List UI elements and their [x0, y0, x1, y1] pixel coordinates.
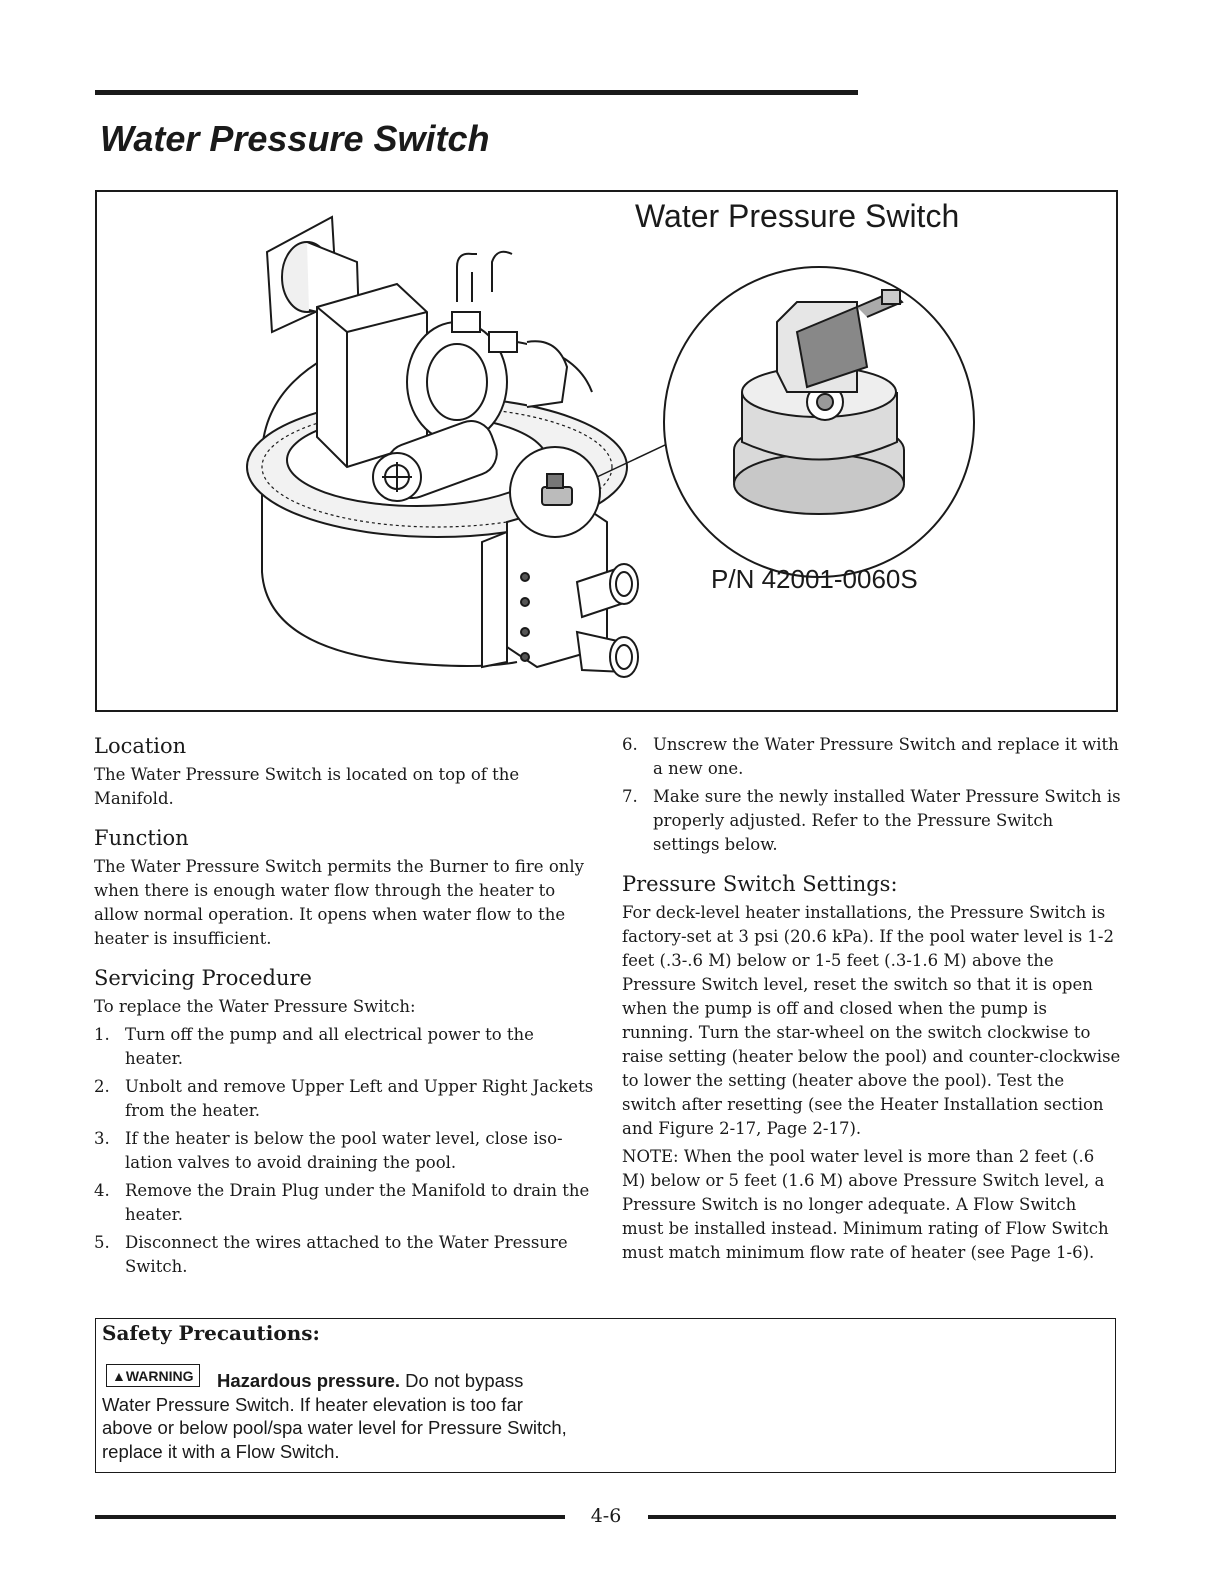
top-rule — [95, 90, 858, 95]
warning-bold: Hazardous pressure. — [217, 1370, 401, 1391]
figure-title: Water Pressure Switch — [635, 198, 960, 234]
list-item: 5. Disconnect the wires attached to the Water Pressure Switch. — [94, 1233, 568, 1276]
list-item: 2. Unbolt and remove Upper Left and Upper Right Jackets from the heater. — [94, 1077, 594, 1120]
servicing-steps-2 — [622, 733, 1122, 857]
settings-text: For deck-level heater installations, the Pressure Switch is factory-set at 3 psi (20.6 kPa). If the pool water level is 1-2 feet (.3-.6 M) below or 1-5 feet (.3-1.6 M) above the Pressure Switch level, reset the switch so that it is open when the pump is off and closed when the pump is running. Turn the star-wheel on the switch clockwise to raise setting (heater below the pool) and counter-clockwise to lower the setting (heater above the pool). Test the switch after resetting (see the Heater Installation section and Figure 2-17, Page 2-17). — [622, 903, 1121, 1138]
part-number: P/N 42001-0060S — [711, 564, 918, 594]
settings-note — [622, 1145, 1122, 1265]
safety-box — [95, 1318, 1116, 1473]
warning-badge: ▲WARNING — [106, 1364, 200, 1387]
list-item: 7. Make sure the newly installed Water Pressure Switch is properly adjusted. Refer to the Pressure Switch settings below. — [622, 787, 1121, 854]
function-heading: Function — [94, 826, 189, 850]
safety-heading: Safety Precautions: — [102, 1321, 320, 1345]
right-column — [622, 733, 1122, 1265]
list-item: 6. Unscrew the Water Pressure Switch and replace it with a new one. — [622, 735, 1119, 778]
heater-illustration — [97, 192, 1116, 710]
settings-heading: Pressure Switch Settings: — [622, 872, 898, 896]
list-item: 1. Turn off the pump and all electrical power to the heater. — [94, 1025, 534, 1068]
footer-rule-left — [95, 1515, 565, 1519]
list-item: 3. If the heater is below the pool water level, close iso-lation valves to avoid draining the pool. — [94, 1129, 563, 1172]
servicing-intro: To replace the Water Pressure Switch: — [94, 997, 416, 1016]
page-number: 4-6 — [590, 1505, 622, 1527]
servicing-heading: Servicing Procedure — [94, 966, 312, 990]
location-text: The Water Pressure Switch is located on top of the Manifold. — [94, 765, 520, 808]
function-text: The Water Pressure Switch permits the Burner to fire only when there is enough water flow through the heater to allow normal operation. It opens when water flow to the heater is insufficient. — [94, 857, 584, 948]
note-label: NOTE: — [622, 1147, 679, 1166]
location-heading: Location — [94, 734, 187, 758]
figure-box — [95, 190, 1118, 712]
list-item: 4. Remove the Drain Plug under the Manifold to drain the heater. — [94, 1181, 590, 1224]
note-text: When the pool water level is more than 2 feet (.6 M) below or 5 feet (1.6 M) above Pressure Switch level, a Pressure Switch is no longer adequate. A Flow Switch must be installed instead. Minimum rating of Flow Switch must match minimum flow rate of heater (see Page 1-6). — [622, 1147, 1109, 1262]
left-column — [94, 733, 594, 1283]
page-title: Water Pressure Switch — [100, 118, 490, 159]
servicing-steps-1 — [94, 1023, 594, 1279]
footer-rule-right — [648, 1515, 1116, 1519]
warning-body: Do not bypass Water Pressure Switch. If heater elevation is too far above or below pool/spa water level for Pressure Switch, replace it with a Flow Switch. — [102, 1370, 567, 1462]
